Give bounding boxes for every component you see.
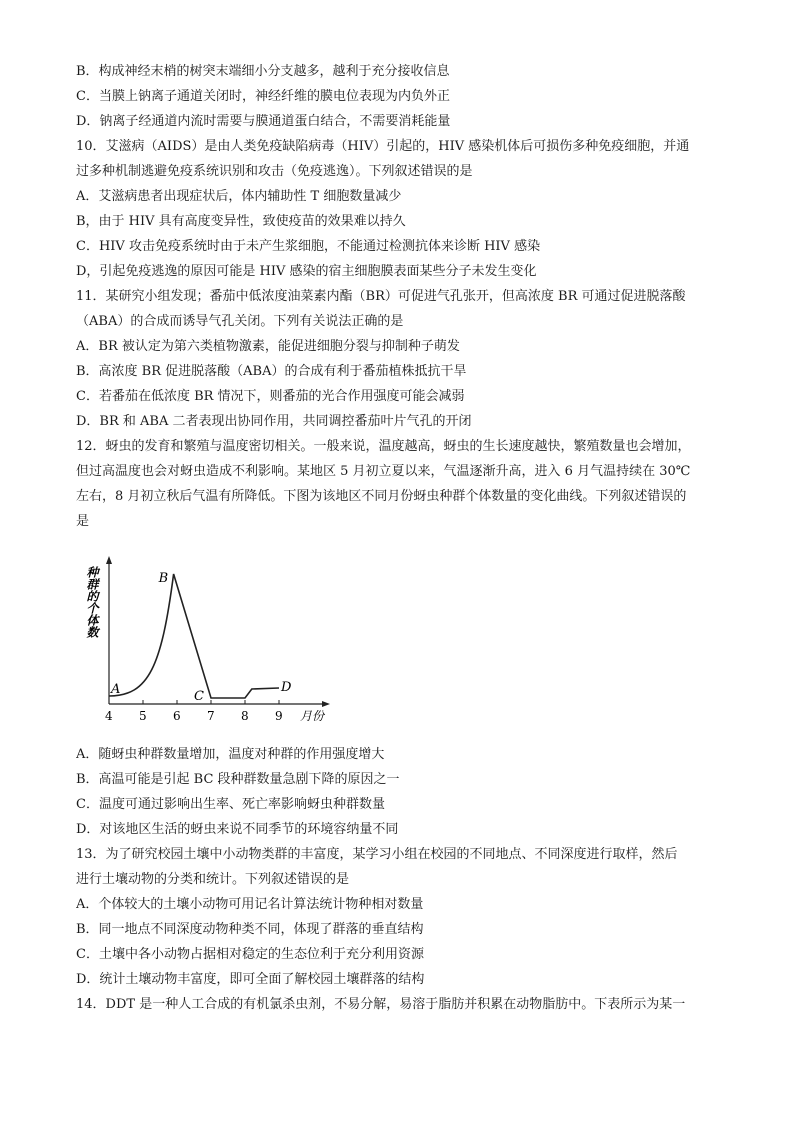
x-axis-label: 月份 xyxy=(300,709,325,723)
question-13-stem-line-2: 进行土壤动物的分类和统计。下列叙述错误的是 xyxy=(76,872,350,887)
question-14-stem-line-1: 14．DDT 是一种人工合成的有机氯杀虫剂，不易分解，易溶于脂肪并积累在动物脂肪中。下表所示为某一 xyxy=(76,997,686,1012)
population-curve-line xyxy=(109,574,279,698)
question-12-option-a: A．随蚜虫种群数量增加，温度对种群的作用强度增大 xyxy=(76,747,385,762)
y-axis-arrow xyxy=(106,556,112,564)
question-13-option-b: B．同一地点不同深度动物种类不同，体现了群落的垂直结构 xyxy=(76,922,424,937)
point-label-c: C xyxy=(194,689,204,704)
y-axis-label: 种群的个体数 xyxy=(85,566,99,638)
question-9-option-d: D．钠离子经通道内流时需要与膜通道蛋白结合，不需要消耗能量 xyxy=(76,114,451,129)
question-12-stem-line-2: 但过高温度也会对蚜虫造成不利影响。某地区 5 月初立夏以来，气温逐渐升高，进入 6 月气温持续在 30℃ xyxy=(76,464,691,479)
question-10-option-b: B，由于 HIV 具有高度变异性，致使疫苗的效果难以持久 xyxy=(76,214,406,229)
question-11-stem-line-2: （ABA）的合成而诱导气孔关闭。下列有关说法正确的是 xyxy=(76,314,404,329)
x-tick-label: 4 xyxy=(105,709,113,723)
x-tick-label: 9 xyxy=(275,709,283,723)
point-label-d: D xyxy=(281,680,292,695)
question-13-option-a: A．个体较大的土壤小动物可用记名计算法统计物种相对数量 xyxy=(76,897,424,912)
question-10-option-d: D，引起免疫逃逸的原因可能是 HIV 感染的宿主细胞膜表面某些分子未发生变化 xyxy=(76,264,537,279)
question-13-option-d: D．统计土壤动物丰富度，即可全面了解校园土壤群落的结构 xyxy=(76,972,425,987)
question-11-stem-line-1: 11．某研究小组发现；番茄中低浓度油菜素内酯（BR）可促进气孔张开，但高浓度 BR 可通过促进脱落酸 xyxy=(76,289,686,304)
question-10-option-a: A．艾滋病患者出现症状后，体内辅助性 T 细胞数量减少 xyxy=(76,189,402,204)
x-axis-arrow xyxy=(322,701,330,707)
x-tick-label: 8 xyxy=(241,709,249,723)
question-12-option-c: C．温度可通过影响出生率、死亡率影响蚜虫种群数量 xyxy=(76,797,385,812)
question-12-stem-line-4: 是 xyxy=(76,514,90,529)
question-11-option-d: D．BR 和 ABA 二者表现出协同作用，共同调控番茄叶片气孔的开闭 xyxy=(76,414,472,429)
point-label-a: A xyxy=(111,682,121,697)
population-curve-figure xyxy=(78,556,348,726)
question-10-stem-line-1: 10．艾滋病（AIDS）是由人类免疫缺陷病毒（HIV）引起的，HIV 感染机体后可损伤多种免疫细胞，并通 xyxy=(76,139,690,154)
question-11-option-a: A．BR 被认定为第六类植物激素，能促进细胞分裂与抑制种子萌发 xyxy=(76,339,460,354)
question-12-stem-line-1: 12．蚜虫的发育和繁殖与温度密切相关。一般来说，温度越高，蚜虫的生长速度越快，繁殖数量也会增加， xyxy=(76,439,691,454)
x-tick-label: 5 xyxy=(139,709,147,723)
question-12-option-d: D．对该地区生活的蚜虫来说不同季节的环境容纳量不同 xyxy=(76,822,399,837)
question-10-option-c: C．HIV 攻击免疫系统时由于未产生浆细胞，不能通过检测抗体来诊断 HIV 感染 xyxy=(76,239,541,254)
question-9-option-b: B．构成神经末梢的树突末端细小分支越多，越利于充分接收信息 xyxy=(76,64,450,79)
x-tick-label: 7 xyxy=(207,709,215,723)
question-11-option-b: B．高浓度 BR 促进脱落酸（ABA）的合成有利于番茄植株抵抗干旱 xyxy=(76,364,467,379)
point-label-b: B xyxy=(158,571,169,586)
x-tick-label: 6 xyxy=(173,709,181,723)
population-curve-chart xyxy=(78,556,348,726)
question-12-stem-line-3: 左右，8 月初立秋后气温有所降低。下图为该地区不同月份蚜虫种群个体数量的变化曲线。下列叙述错误的 xyxy=(76,489,687,504)
question-9-option-c: C．当膜上钠离子通道关闭时，神经纤维的膜电位表现为内负外正 xyxy=(76,89,450,104)
question-13-stem-line-1: 13．为了研究校园土壤中小动物类群的丰富度，某学习小组在校园的不同地点、不同深度进行取样，然后 xyxy=(76,847,678,862)
question-13-option-c: C．土壤中各小动物占据相对稳定的生态位利于充分利用资源 xyxy=(76,947,424,962)
question-11-option-c: C．若番茄在低浓度 BR 情况下，则番茄的光合作用强度可能会减弱 xyxy=(76,389,465,404)
question-10-stem-line-2: 过多种机制逃避免疫系统识别和攻击（免疫逃逸）。下列叙述错误的是 xyxy=(76,164,473,179)
question-12-option-b: B．高温可能是引起 BC 段种群数量急剧下降的原因之一 xyxy=(76,772,400,787)
